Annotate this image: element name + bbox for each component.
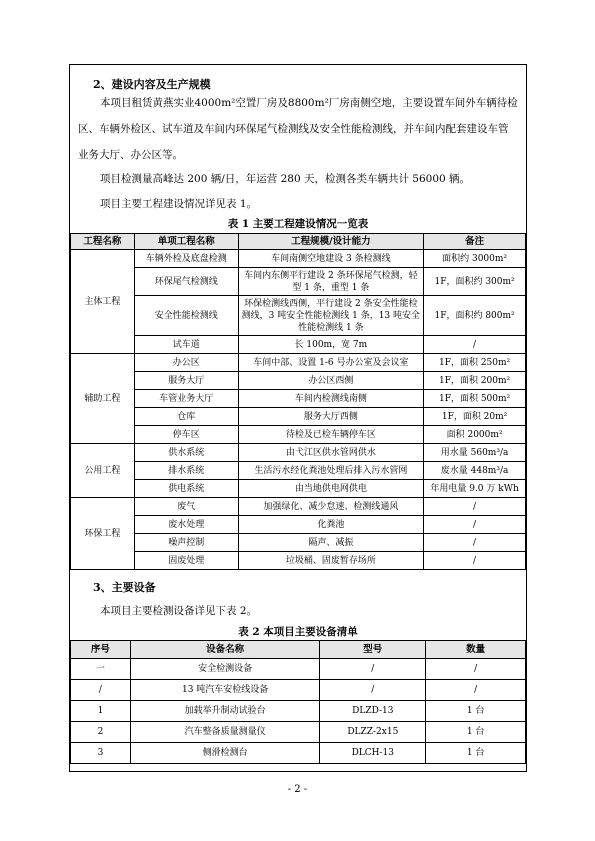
- table-row: [71, 390, 526, 408]
- table-row: [71, 408, 526, 426]
- table-cell: 由弋江区供水管网供水: [238, 444, 424, 462]
- table-header-cell: 单项工程名称: [134, 234, 238, 250]
- section-3-paragraph: 本项目主要检测设备详见下表 2。: [100, 605, 258, 617]
- table-row: [71, 552, 526, 570]
- section-2-paragraph-1: 本项目租赁黄燕实业4000m²空置厂房及8800m²厂房南侧空地，主要设置车间外车辆待检区、车辆外检区、试车道及车间内环保尾气检测线及安全性能检测线，并车间内配套建设车管业务大厅、办公区等。: [78, 97, 518, 161]
- table-row: [71, 268, 526, 296]
- table-cell: 废水量 448m³/a: [424, 462, 526, 480]
- table-cell: 1F，面积 20m²: [424, 408, 526, 426]
- table-1-caption: 表 1 主要工程建设情况一览表: [227, 218, 369, 230]
- group-cell-public: 公用工程: [71, 444, 135, 498]
- table-cell: 一: [71, 659, 131, 680]
- table-header-cell: 设备名称: [130, 641, 320, 659]
- table-2-caption: 表 2 本项目主要设备清单: [238, 626, 358, 638]
- table-row: [71, 498, 526, 516]
- table-cell: 化粪池: [238, 516, 424, 534]
- table-cell: 废气: [134, 498, 238, 516]
- table-row: [71, 480, 526, 498]
- table-cell: 服务大厅西侧: [238, 408, 424, 426]
- table-header-row: [71, 234, 526, 250]
- table-row: [71, 444, 526, 462]
- table-cell: 3: [71, 743, 131, 764]
- table-cell: 1 台: [426, 722, 526, 743]
- group-cell-env: 环保工程: [71, 498, 135, 570]
- table-row: [71, 743, 526, 764]
- table-header-cell: 数量: [426, 641, 526, 659]
- table-cell: 车间中部、设置 1-6 号办公室及会议室: [238, 354, 424, 372]
- table-row: [71, 426, 526, 444]
- table-cell: /: [426, 659, 526, 680]
- table-cell: 1F，面积 250m²: [424, 354, 526, 372]
- table-cell: 年用电量 9.0 万 kWh: [424, 480, 526, 498]
- table-cell: /: [424, 498, 526, 516]
- table-cell: 1F，面积 500m²: [424, 390, 526, 408]
- table-cell: 1 台: [426, 701, 526, 722]
- table-cell: 面积约 3000m²: [424, 250, 526, 268]
- table-cell: /: [320, 680, 426, 701]
- table-cell: 安全检测设备: [130, 659, 320, 680]
- table-row: [71, 462, 526, 480]
- table-cell: 固废处理: [134, 552, 238, 570]
- table-cell: 噪声控制: [134, 534, 238, 552]
- page-number: - 2 -: [287, 784, 308, 795]
- table-cell: 用水量 560m³/a: [424, 444, 526, 462]
- table-cell: 13 吨汽车安检线设备: [130, 680, 320, 701]
- table-cell: DLZD-13: [320, 701, 426, 722]
- table-cell: 车间南侧空地建设 3 条检测线: [238, 250, 424, 268]
- table-row: [71, 659, 526, 680]
- table-cell: 1 台: [426, 743, 526, 764]
- table-cell: 车管业务大厅: [134, 390, 238, 408]
- table-cell: 仓库: [134, 408, 238, 426]
- group-cell-aux: 辅助工程: [71, 354, 135, 444]
- table-header-cell: 型号: [320, 641, 426, 659]
- table-cell: 办公区: [134, 354, 238, 372]
- table-cell: 环保检测线西侧，平行建设 2 条安全性能检测线，3 吨安全性能检测线 1 条，13 吨安全性能检测线 1 条: [238, 296, 424, 336]
- table-header-row: [71, 641, 526, 659]
- table-cell: /: [71, 680, 131, 701]
- table-cell: 排水系统: [134, 462, 238, 480]
- section-2-paragraph-2: 项目检测量高峰达 200 辆/日，年运营 280 天，检测各类车辆共计 56000 辆。: [100, 173, 471, 185]
- table-cell: 1: [71, 701, 131, 722]
- table-cell: 长 100m，宽 7m: [238, 336, 424, 354]
- table-cell: 服务大厅: [134, 372, 238, 390]
- table-header-cell: 序号: [71, 641, 131, 659]
- table-cell: 安全性能检测线: [134, 296, 238, 336]
- table-cell: 隔声、减振: [238, 534, 424, 552]
- table-cell: 待检及已检车辆停车区: [238, 426, 424, 444]
- table-cell: /: [424, 336, 526, 354]
- table-cell: 1F，面积 200m²: [424, 372, 526, 390]
- table-row: [71, 372, 526, 390]
- table-cell: /: [424, 552, 526, 570]
- table-cell: 废水处理: [134, 516, 238, 534]
- table-cell: 加载举升制动试验台: [130, 701, 320, 722]
- table-cell: 办公区西侧: [238, 372, 424, 390]
- table-header-cell: 备注: [424, 234, 526, 250]
- table-row: [71, 354, 526, 372]
- table-cell: 汽车整备质量测量仪: [130, 722, 320, 743]
- table-cell: 侧滑检测台: [130, 743, 320, 764]
- table-row: [71, 722, 526, 743]
- table-row: [71, 516, 526, 534]
- table-cell: 试车道: [134, 336, 238, 354]
- table-header-cell: 工程名称: [71, 234, 135, 250]
- table-cell: 1F，面积约 300m²: [424, 268, 526, 296]
- table-cell: 供水系统: [134, 444, 238, 462]
- section-2-heading: 2、建设内容及生产规模: [93, 78, 211, 91]
- table-cell: 加强绿化、减少怠速、检测线通风: [238, 498, 424, 516]
- table-cell: 面积 2000m²: [424, 426, 526, 444]
- table-cell: 生活污水经化粪池处理后排入污水管网: [238, 462, 424, 480]
- table-1: [70, 233, 526, 570]
- table-cell: 车间内东侧平行建设 2 条环保尾气检测，轻型 1 条，重型 1 条: [238, 268, 424, 296]
- table-row: [71, 680, 526, 701]
- group-cell-main: 主体工程: [71, 250, 135, 354]
- table-cell: /: [424, 516, 526, 534]
- table-cell: /: [426, 680, 526, 701]
- section-3-heading: 3、主要设备: [93, 581, 156, 594]
- section-2-paragraph-3: 项目主要工程建设情况详见表 1。: [100, 198, 258, 210]
- table-2: [70, 640, 526, 764]
- table-cell: DLCH-13: [320, 743, 426, 764]
- table-row: [71, 534, 526, 552]
- table-cell: DLZZ-2x15: [320, 722, 426, 743]
- table-cell: 停车区: [134, 426, 238, 444]
- table-cell: 供电系统: [134, 480, 238, 498]
- table-cell: 1F，面积约 800m²: [424, 296, 526, 336]
- table-cell: 2: [71, 722, 131, 743]
- table-cell: 垃圾桶、固废暂存场所: [238, 552, 424, 570]
- table-row: [71, 250, 526, 268]
- table-row: [71, 336, 526, 354]
- table-cell: 由当地供电网供电: [238, 480, 424, 498]
- table-header-cell: 工程规模/设计能力: [238, 234, 424, 250]
- table-cell: 车辆外检及底盘检测: [134, 250, 238, 268]
- table-cell: 环保尾气检测线: [134, 268, 238, 296]
- table-row: [71, 701, 526, 722]
- table-cell: 车间内检测线南侧: [238, 390, 424, 408]
- table-cell: /: [424, 534, 526, 552]
- table-cell: /: [320, 659, 426, 680]
- table-row: [71, 296, 526, 336]
